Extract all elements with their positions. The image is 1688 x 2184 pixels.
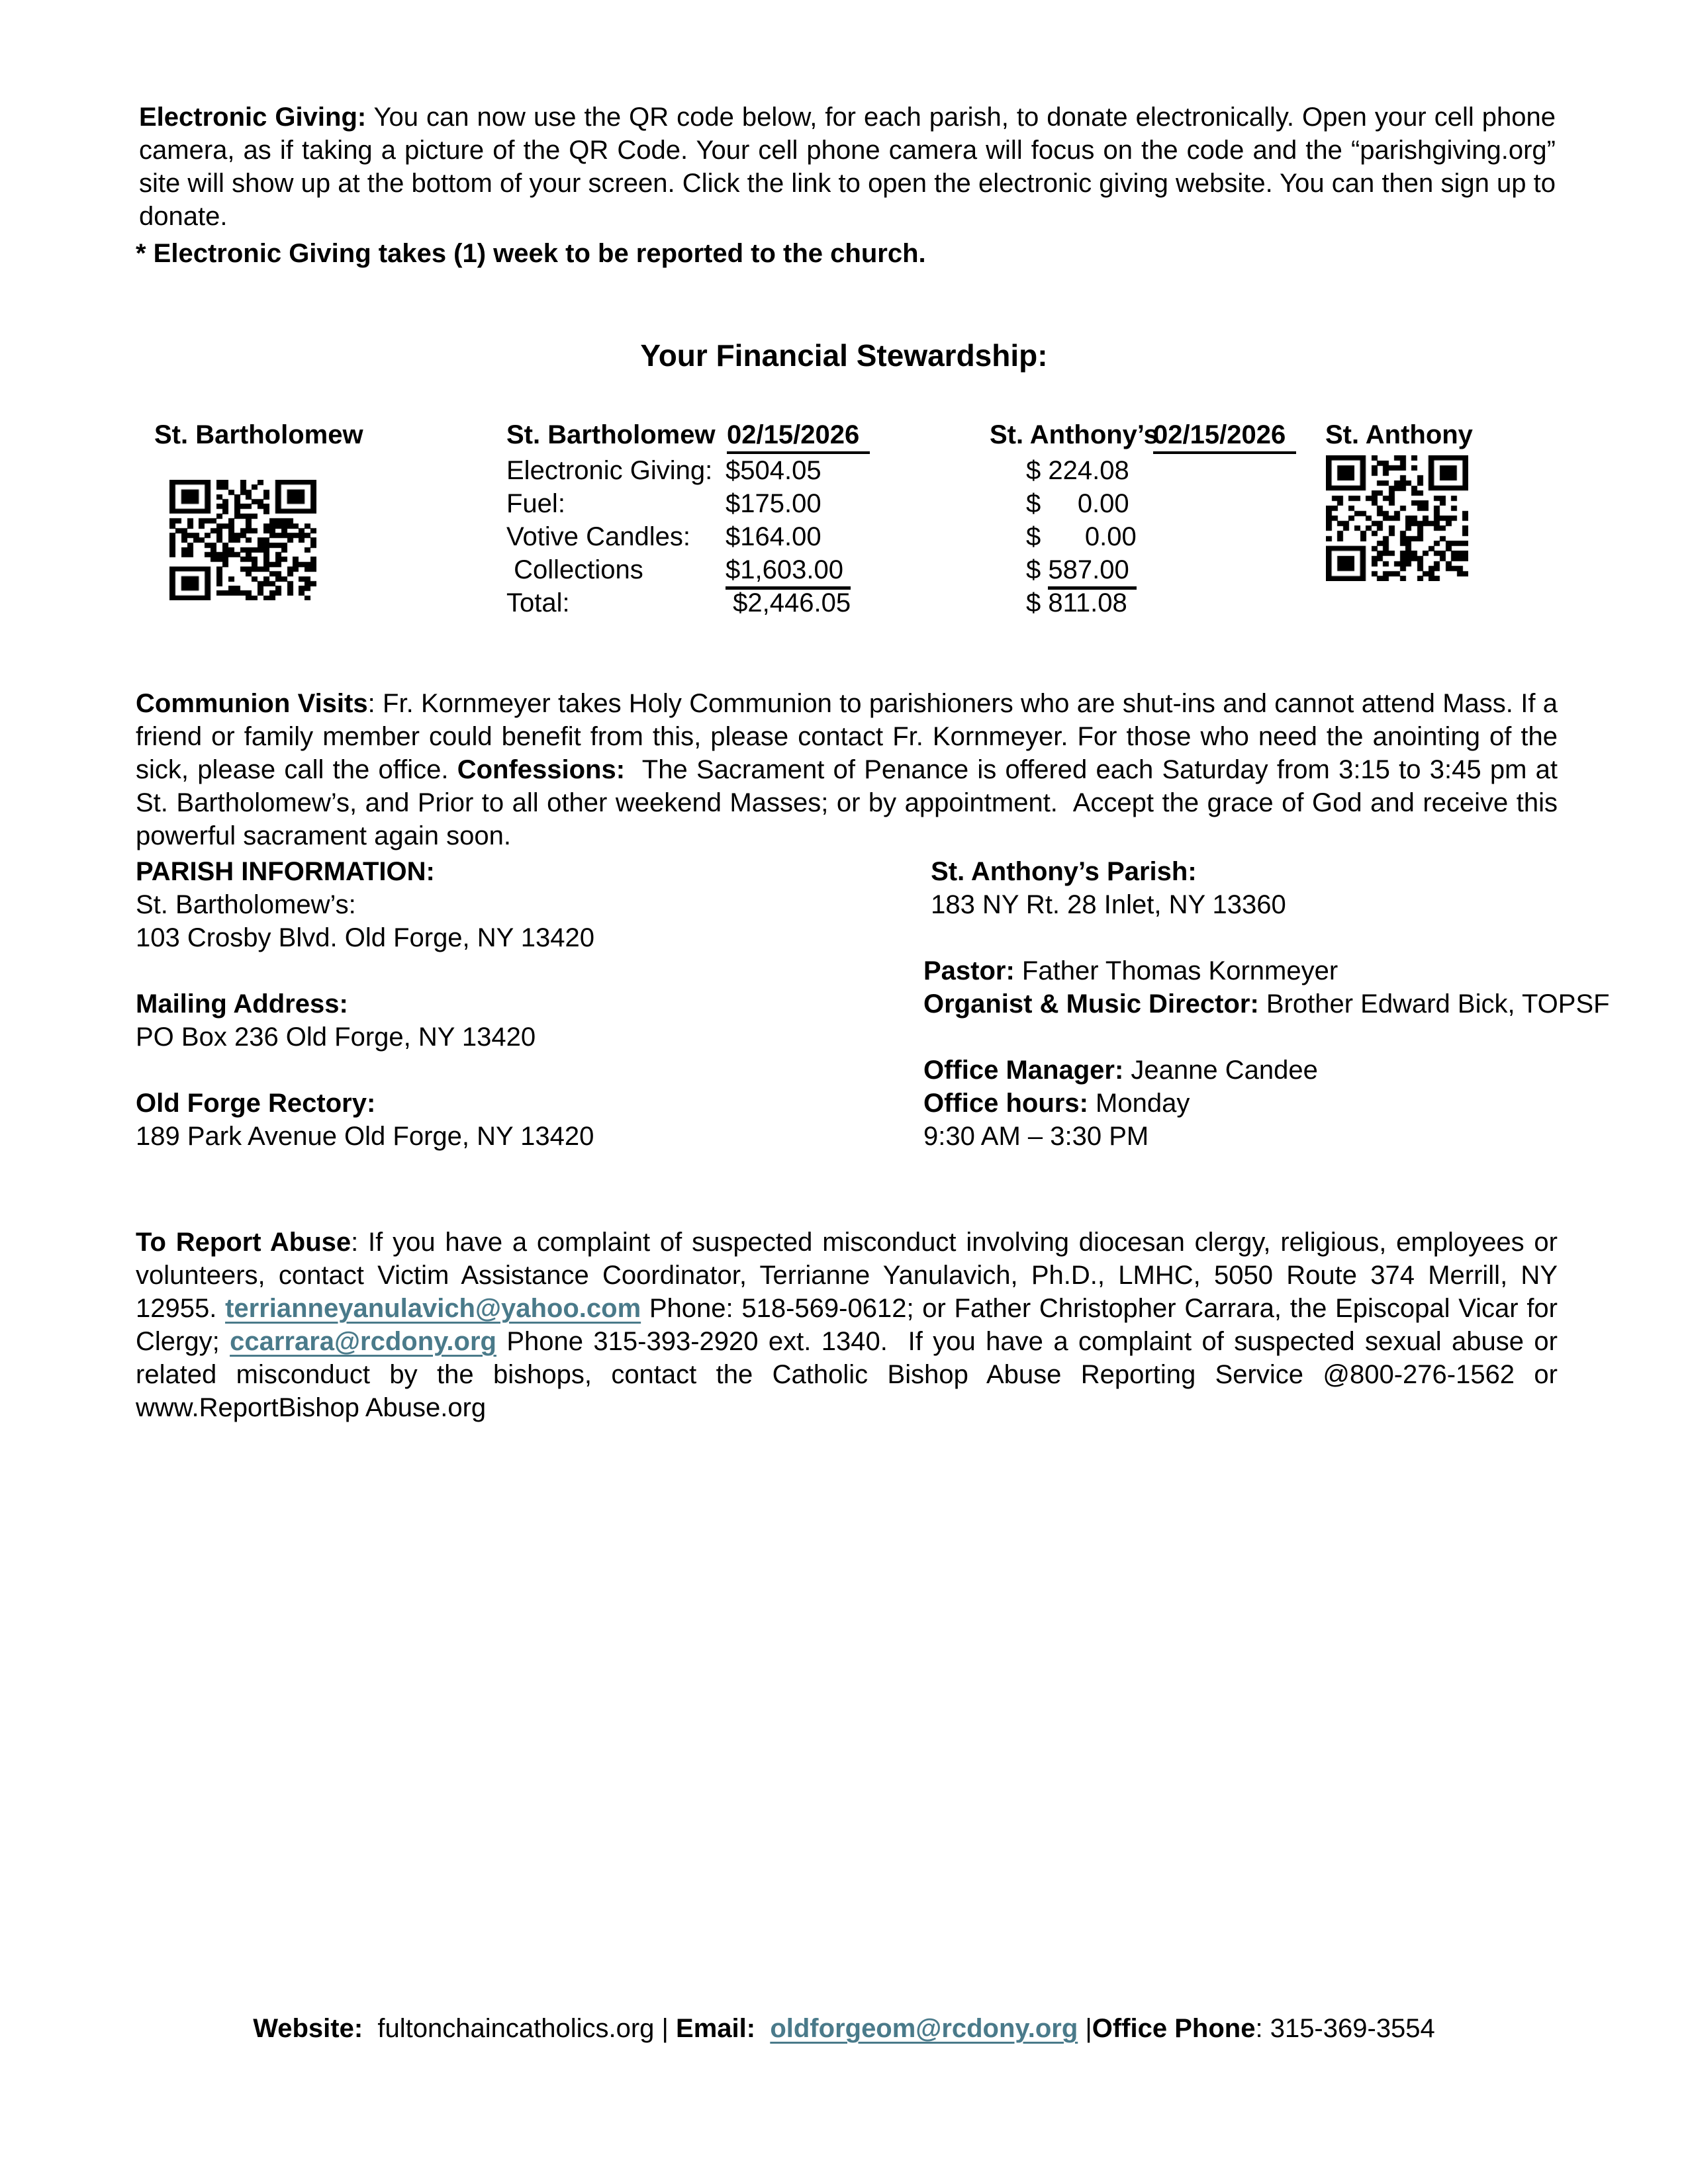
- parish-info-right-column: [923, 855, 1685, 1153]
- text-run: The Sacrament of Penance is offered each Saturday from 3:15 to 3:45 pm at St. Bartholomew’s, and Prior to all other weekend Masses; or by appointment. Accept the grace of God and receive this powerful sacrament again soon.: [136, 755, 1566, 850]
- spacer-line: [923, 921, 1685, 954]
- stewardship-row-electronic-giving: [0, 454, 1688, 487]
- electronic-giving-paragraph: [139, 101, 1564, 233]
- stewardship-row-votive-candles: [0, 520, 1688, 553]
- footer-contact-line: [0, 2012, 1688, 2045]
- stewardship-title: Your Financial Stewardship:: [640, 338, 1048, 373]
- text-run: 183 NY Rt. 28 Inlet, NY 13360: [923, 890, 1286, 919]
- st-bartholomews-name: [136, 888, 897, 921]
- column-header-st-anthonys: St. Anthony’s: [990, 420, 1158, 449]
- bartholomew-value: $164.00: [726, 522, 821, 551]
- text-run: [755, 2014, 770, 2043]
- row-label: Fuel:: [506, 489, 565, 518]
- text-run: St. Bartholomew’s:: [136, 890, 356, 919]
- anthony-value: $ 0.00: [1026, 489, 1129, 518]
- text-run: fultonchaincatholics.org |: [363, 2014, 677, 2043]
- email-link-oldforgeom[interactable]: oldforgeom@rcdony.org: [770, 2014, 1078, 2043]
- text-run: |: [1078, 2014, 1092, 2043]
- office-hours-line: [923, 1087, 1685, 1120]
- text-run: Brother Edward Bick, TOPSF: [1258, 989, 1610, 1019]
- bartholomew-value: $175.00: [726, 489, 821, 518]
- text-run: 9:30 AM – 3:30 PM: [923, 1122, 1149, 1151]
- text-run: You can now use the QR code below, for each parish, to donate electronically. Open your cell phone camera, as if taking a picture of the QR Code. Your cell phone camera will focus on the code and the “parishgiving.org” site will show up at the bottom of your screen. Click the link to open the electronic giving website. You can then sign up to donate.: [139, 103, 1564, 231]
- text-run: Confessions:: [457, 755, 626, 784]
- stewardship-row-fuel: [0, 487, 1688, 520]
- left-qr-label: St. Bartholomew: [154, 420, 363, 449]
- bartholomew-value: $504.05: [726, 456, 821, 485]
- column-date-st-anthonys: 02/15/2026: [1153, 418, 1296, 454]
- rectory-address: [136, 1120, 897, 1153]
- bartholomew-value: $2,446.05: [726, 588, 851, 617]
- row-label: Electronic Giving:: [506, 456, 713, 485]
- text-run: Office Phone: [1092, 2014, 1256, 2043]
- text-run: Old Forge Rectory:: [136, 1089, 376, 1118]
- text-run: 189 Park Avenue Old Forge, NY 13420: [136, 1122, 594, 1151]
- parish-info-heading: [136, 855, 897, 888]
- text-run: Father Thomas Kornmeyer: [1014, 956, 1338, 985]
- office-manager-line: [923, 1054, 1685, 1087]
- anthony-value: $ 587.00: [1026, 553, 1137, 590]
- text-run: St. Anthony’s Parish:: [923, 857, 1197, 886]
- text-run: Email:: [676, 2014, 756, 2043]
- column-header-st-bartholomew: St. Bartholomew: [506, 420, 716, 449]
- st-anthonys-address: [923, 888, 1685, 921]
- office-hours-time: [923, 1120, 1685, 1153]
- stewardship-row-collections: [0, 553, 1688, 586]
- text-run: PO Box 236 Old Forge, NY 13420: [136, 1023, 536, 1052]
- text-run: Communion Visits: [136, 689, 368, 718]
- text-run: To Report Abuse: [136, 1228, 352, 1257]
- right-qr-label: St. Anthony: [1325, 420, 1473, 449]
- text-run: : 315-369-3554: [1255, 2014, 1435, 2043]
- spacer-line: [136, 1054, 897, 1087]
- anthony-value: $ 0.00: [1026, 522, 1137, 551]
- row-label: Votive Candles:: [506, 522, 690, 551]
- text-run: Electronic Giving:: [139, 103, 367, 132]
- st-bartholomews-address: [136, 921, 897, 954]
- email-link-terrianne-yanulavich[interactable]: terrianneyanulavich@yahoo.com: [225, 1294, 641, 1323]
- text-run: Office hours:: [923, 1089, 1088, 1118]
- text-run: Office Manager:: [923, 1056, 1124, 1085]
- electronic-giving-note: * Electronic Giving takes (1) week to be reported to the church.: [136, 239, 926, 268]
- text-run: Pastor:: [923, 956, 1015, 985]
- pastor-line: [923, 954, 1685, 987]
- anthony-value: $ 811.08: [1026, 588, 1127, 617]
- text-run: Website:: [253, 2014, 363, 2043]
- text-run: Phone: 518-569-0612; or Father Christopher Carrara, the Episcopal Vicar for Clergy;: [136, 1294, 1566, 1356]
- column-date-st-bartholomew: 02/15/2026: [727, 418, 870, 454]
- text-run: : If you have a complaint of suspected misconduct involving diocesan clergy, religious, employees or volunteers, contact Victim Assistance Coordinator, Terrianne Yanulavich, Ph.D., LMHC, 5050 Route 374 Merrill, NY 12955.: [136, 1228, 1566, 1323]
- text-run: Mailing Address:: [136, 989, 348, 1019]
- text-run: Organist & Music Director:: [923, 989, 1259, 1019]
- text-run: Phone 315-393-2920 ext. 1340. If you have a complaint of suspected sexual abuse or related misconduct by the bishops, contact the Catholic Bishop Abuse Reporting Service @800-276-1562 or www.ReportBishop Abuse.org: [136, 1327, 1566, 1422]
- anthony-value: $ 224.08: [1026, 456, 1129, 485]
- text-run: : Fr. Kornmeyer takes Holy Communion to parishioners who are shut-ins and cannot attend Mass. If a friend or family member could benefit from this, please contact Fr. Kornmeyer. For those who need the anointing of the sick, please call the office.: [136, 689, 1566, 784]
- mailing-address-value: [136, 1021, 897, 1054]
- text-run: PARISH INFORMATION:: [136, 857, 435, 886]
- communion-confessions-paragraph: [136, 687, 1566, 852]
- text-run: Jeanne Candee: [1123, 1056, 1318, 1085]
- email-link-ccarrara[interactable]: ccarrara@rcdony.org: [230, 1327, 496, 1356]
- text-run: 103 Crosby Blvd. Old Forge, NY 13420: [136, 923, 594, 952]
- spacer-line: [923, 1021, 1685, 1054]
- spacer-line: [136, 954, 897, 987]
- parish-info-left-column: [136, 855, 897, 1153]
- row-label: Total:: [506, 588, 570, 617]
- stewardship-row-total: [0, 586, 1688, 619]
- row-label: Collections: [506, 555, 643, 584]
- mailing-address-heading: [136, 987, 897, 1021]
- st-anthonys-parish-heading: [923, 855, 1685, 888]
- text-run: Monday: [1088, 1089, 1190, 1118]
- organist-line: [923, 987, 1685, 1021]
- bartholomew-value: $1,603.00: [726, 553, 851, 590]
- report-abuse-paragraph: [136, 1226, 1566, 1424]
- rectory-heading: [136, 1087, 897, 1120]
